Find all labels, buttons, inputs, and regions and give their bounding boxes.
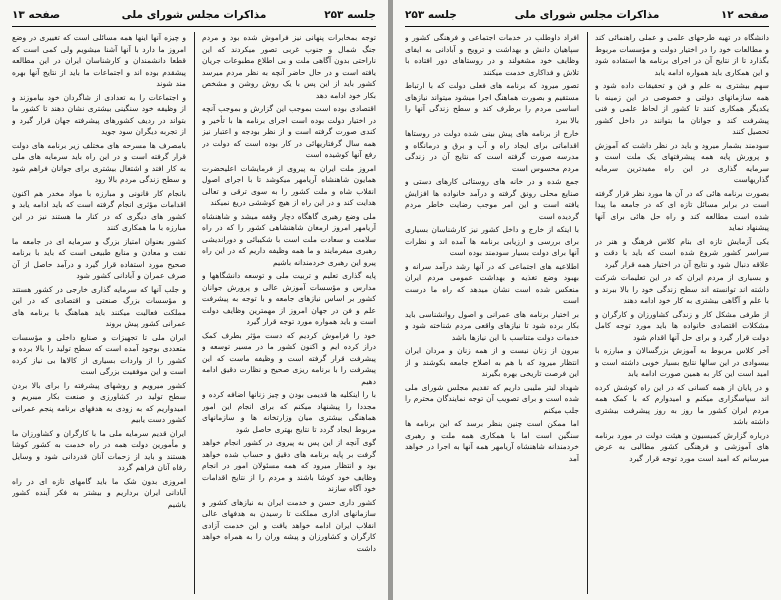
page-number: صفحه ۱۲ — [720, 9, 769, 21]
right-page-header — [405, 6, 769, 27]
left-page-columns — [12, 32, 376, 594]
right-page-right-column — [595, 32, 769, 594]
paragraph: بانجام کار قانونی و مبارزه با مواد مخدر هم اکنون اقدامات مؤثری انجام گرفته است که باید ادامه یابد و کشور های دیگری که در کنار ما هستند نیز در این مبارزه با ما همکاری کنند — [12, 188, 186, 232]
paragraph: دانشگاه در تهیه طرحهای علمی و عملی راهنمائی کند و مطالعات خود را در اختیار دولت و مؤسسات مربوط بگذارد تا از نتایج آن در اجرای برنامه ها استفاده شود و این همکاری باید همواره ادامه یابد — [595, 33, 769, 77]
paragraph: گوی آنچه از این پس به پیروی در کشور انجام خواهد گرفت بر پایه برنامه های دقیق و حساب شده خواهد بود و انتظار میرود که همه مسئولان امور در انجام وظایف خود کوشا باشند و مردم را از نتایج اقدامات خود آگاه سازند — [202, 438, 376, 493]
paragraph: پایه گذاری تعلیم و تربیت ملی و توسعه دانشگاهها و مدارس و مؤسسات آموزش عالی و پرورش جوانان کشور بر اساس نیازهای جامعه و با توجه به پیشرفت علم و فن در جهان امروز از مهمترین وظایف دولت است و باید همواره مورد توجه قرار گیرد — [202, 271, 376, 326]
paragraph: از طرفی مشکل کار و زندگی کشاورزان و کارگران و مشکلات اقتصادی خانواده ها باید مورد توجه کامل دولت قرار گیرد و برای حل آنها اقدام شود — [595, 309, 769, 342]
right-page-left-column — [405, 32, 579, 594]
page-number: صفحه ۱۳ — [12, 9, 61, 21]
paragraph: و بسیاری از مردم ایران که در این تعلیمات شرکت داشته اند توانسته اند سطح زندگی خود را بالا ببرند و با علم و آگاهی بیشتری به کار خود ادامه دهند — [595, 273, 769, 305]
paragraph: با اینکه از خارج و داخل کشور نیز کارشناسان بسیاری برای بررسی و ارزیابی برنامه ها آمده اند و نظرات آنها برای دولت بسیار سودمند بوده است — [405, 225, 579, 257]
journal-title: مذاکرات مجلس شورای ملی — [121, 9, 267, 21]
right-page-columns — [405, 32, 769, 594]
paragraph: و در پایان از همه کسانی که در این راه کوشش کرده اند سپاسگزاری میکنم و امیدوارم که با کمک همه مردم ایران کشور ما روز به روز پیشرفت بیشتری داشته باشد — [595, 382, 769, 426]
session-label: جلسه ۲۵۳ — [324, 9, 376, 21]
paragraph: بصورت برنامه هائی که در آن ها مورد نظر قرار گرفته است در برابر مسائل تازه ای که در جامعه ما پیدا شده است مطالعه کند و راه حل هائی برای آنها پیشنهاد نماید — [595, 188, 769, 232]
paragraph: کشور داری حسن و خدمت ایران به نیازهای کشور و سازمانهای اداری مملکت تا رسیدن به هدفهای عالی انقلاب ایران ادامه خواهد یافت و این خدمت آزادی کارگران و کشاورزان و پیشه وران را به همراه خواهد داشت — [202, 497, 376, 553]
paragraph: و جلب آنها که سرمایه گذاری خارجی در کشور هستند و مؤسسات بزرگ صنعتی و اقتصادی که در این مملکت فعالیت میکنند باید هماهنگ با برنامه های عمرانی کشور پیش بروند — [12, 284, 186, 328]
paragraph: اقتصادی بوده است بموجب این گزارش و بموجب آنچه در اختیار دولت بوده است اجرای برنامه ها با تأخیر و کندی صورت گرفته است و از نظر بودجه و اعتبار نیز همه سال گرفتاریهائی در کار بوده است که دولت در رفع آنها کوشیده است — [202, 104, 376, 159]
paragraph: ایران ملی تا تجهیزات و صنایع داخلی و مؤسسات متعددی بوجود آمده است که سطح تولید را بالا برده و کشور را از واردات بسیاری از کالاها بی نیاز کرده است و این موفقیت بزرگی است — [12, 332, 186, 376]
paragraph: شهداد لیتر ملیبی داریم که تقدیم مجلس شورای ملی شده است و برای تصویب آن توجه نمایندگان محترم را جلب میکنم — [405, 382, 579, 415]
left-page-left-column — [12, 32, 186, 594]
paragraph: خارج از برنامه های پیش بینی شده دولت در روستاها اقداماتی برای ایجاد راه و آب و برق و درمانگاه و مدرسه صورت گرفته است که نتایج آن در زندگی مردم محسوس است — [405, 129, 579, 173]
paragraph: توجه بمخابرات پنهانی نیز فراموش شده بود و مردم جنگ شمال و جنوب غربی تصور میکردند که این ناراحتی بدون آگاهی ملت و بی اطلاع مطبوعات جریان یافته است و در حال حاضر آنچه به نظر مردم میرسد کشور باید از این پس با یک روش روشن و مشخص بکار خود ادامه دهد — [202, 33, 376, 100]
paragraph: تصور میرود که برنامه های فعلی دولت که با ارتباط مستقیم و بصورت هماهنگ اجرا میشود میتواند نیازهای اساسی مردم را برطرف کند و سطح زندگی آنها را بالا ببرد — [405, 81, 579, 125]
paragraph: و اجتماعات را به تعدادی از شاگردان خود بیاموزند و از وظیفه خود سنگینی بیشتری نشان دهند تا کشور ما بتواند در ردیف کشورهای پیشرفته جهان قرار گیرد و از تجربه دیگران سود جوید — [12, 92, 186, 136]
left-page-header — [12, 6, 376, 27]
paragraph: با را اینکلیه ها قدیمی بودن و چیز زنانها اضافه کرده و مجددا را پیشنهاد میکنم که برای انجام این امور هماهنگی بیشتری میان وزارتخانه ها و سازمانهای مربوط ایجاد گردد تا نتایج بهتری حاصل شود — [202, 390, 376, 434]
paragraph: بیرون از زنان نیست و از همه زنان و مردان ایران انتظار میرود که با هم به اصلاح جامعه بکوشند و از این فرصت تاریخی بهره بگیرند — [405, 346, 579, 378]
paragraph: و چیزه آنها اینها همه مسائلی است که تغییری در وضع امروز ما دارد با آنها آشنا میشویم ولی کمی است که قطعا دانشمندان و کارشناسان ایران در این مطالعه پیشقدم بوده اند و اجتماعات ما باید از نتایج آنها بهره مند شوند — [12, 33, 186, 88]
paragraph: یکی آزمایش تازه ای بنام کلاس فرهنگ و هنر در سراسر کشور شروع شده است که باید با دقت و علاقه دنبال شود و نتایج آن در اختیار همه قرار گیرد — [595, 236, 769, 269]
right-page — [393, 0, 781, 600]
left-page — [0, 0, 388, 600]
journal-title: مذاکرات مجلس شورای ملی — [514, 9, 660, 21]
paragraph: خود را فراموش کردیم که دست مؤثر بطرف کمک دراز کرده ایم و اکنون کشور ما در مسیر توسعه و پیشرفت قرار گرفته است و وظیفه ماست که این پیشرفت را با برنامه ریزی صحیح و نظارت دقیق ادامه دهیم — [202, 330, 376, 386]
paragraph: بامصرف ها مسرحه های مختلف زیر برنامه های دولت قرار گرفته است و در این راه باید سرمایه های ملی به کار افتد و اشتغال بیشتری برای جوانان فراهم شود و سطح زندگی مردم بالا رود — [12, 140, 186, 184]
paragraph: درباره گزارش کمیسیون و هیئت دولت در مورد برنامه های آموزشی و فرهنگی کشور مطالبی به عرض میرسانم که امید است مورد توجه قرار گیرد — [595, 430, 769, 463]
column-divider — [194, 32, 195, 594]
paragraph: ایران قدیم سرمایه ملی ما با کارگران و کشاورزان ما و مأمورین دولت همه در راه خدمت به کشور کوشا هستند و باید از زحمات آنان قدردانی شود و وسایل رفاه آنان فراهم گردد — [12, 428, 186, 472]
paragraph: بر اختیار برنامه های عمرانی و اصول روانشناسی باید بکار برده شود تا نیازهای واقعی مردم شناخته شود و خدمات دولت متناسب با این نیازها باشد — [405, 309, 579, 342]
column-divider — [587, 32, 588, 594]
paragraph: کشور بعنوان امتیاز بزرگ و سرمایه ای در جامعه ما نفت و معادن و منابع طبیعی است که باید با برنامه صحیح مورد استفاده قرار گیرد و درآمد حاصل از آن صرف عمران و آبادانی کشور شود — [12, 236, 186, 280]
paragraph: سودمند بشمار میرود و باید در نظر داشت که آموزش و پرورش پایه همه پیشرفتهای یک ملت است و سرمایه گذاری در این راه مفیدترین سرمایه گذاریهاست — [595, 140, 769, 184]
session-label: جلسه ۲۵۳ — [405, 9, 457, 21]
paragraph: آخر کلاس مربوط به آموزش بزرگسالان و مبارزه با بیسوادی در این سالها نتایج بسیار خوبی داشته است و امید است این کار به همین صورت ادامه یابد — [595, 346, 769, 378]
paragraph: امروزی بدون شک ما باید گامهای تازه ای در راه آبادانی ایران برداریم و بیشتر به فکر آینده کشور باشیم — [12, 476, 186, 509]
paragraph: امروز ملت ایران به پیروی از فرمایشات اعلیحضرت همایون شاهنشاه آریامهر میکوشد تا با اجرای اصول انقلاب شاه و ملت کشور را به سوی ترقی و تعالی هدایت کند و در این راه از هیچ کوششی دریغ نمیکند — [202, 163, 376, 207]
paragraph: اطلاعیه های اجتماعی که در آنها رشد درآمد سرانه و بهبود وضع تغذیه و بهداشت عمومی مردم ایران منعکس شده است نشان میدهد که راه ما درست است — [405, 261, 579, 305]
paragraph: سهم بیشتری به علم و فن و تحقیقات داده شود و همه سازمانهای دولتی و خصوصی در این زمینه با یکدیگر همکاری کنند تا کشور از لحاظ علمی و فنی پیشرفت کند و جوانان ما بتوانند در داخل کشور تحصیل کنند — [595, 81, 769, 136]
paragraph: اما ممکن است چنین بنظر برسد که این برنامه ها سنگین است اما با همکاری همه ملت و رهبری خردمندانه شاهنشاه آریامهر همه آنها به اجرا در خواهد آمد — [405, 419, 579, 463]
paragraph: کشور میرویم و روشهای پیشرفته را برای بالا بردن سطح تولید در کشاورزی و صنعت بکار میبریم و امیدواریم که به زودی به هدفهای برنامه پنجم عمرانی کشور دست یابیم — [12, 380, 186, 424]
left-page-right-column — [202, 32, 376, 594]
paragraph: افراد داوطلب در خدمات اجتماعی و فرهنگی کشور و سپاهیان دانش و بهداشت و ترویج و آبادانی به ایفای وظایف خود مشغولند و در روستاهای دور افتاده با تلاش و فداکاری خدمت میکنند — [405, 33, 579, 77]
paragraph: ملی وضع رهبری گاهگاه دچار وقفه میشد و شاهنشاه آریامهر امروز ارمغان شاهنشاهی کشور را که در راه سلامت و سعادت ملت است با شکیبائی و دوراندیشی رهبری میفرمایند و ما همه وظیفه داریم که در این راه پیرو این رهبری خردمندانه باشیم — [202, 211, 376, 267]
paragraph: جمع شده و در خانه های روستائی کارهای دستی و صنایع محلی رونق گرفته و درآمد خانواده ها افزایش یافته است و این امر موجب رضایت خاطر مردم گردیده است — [405, 177, 579, 221]
